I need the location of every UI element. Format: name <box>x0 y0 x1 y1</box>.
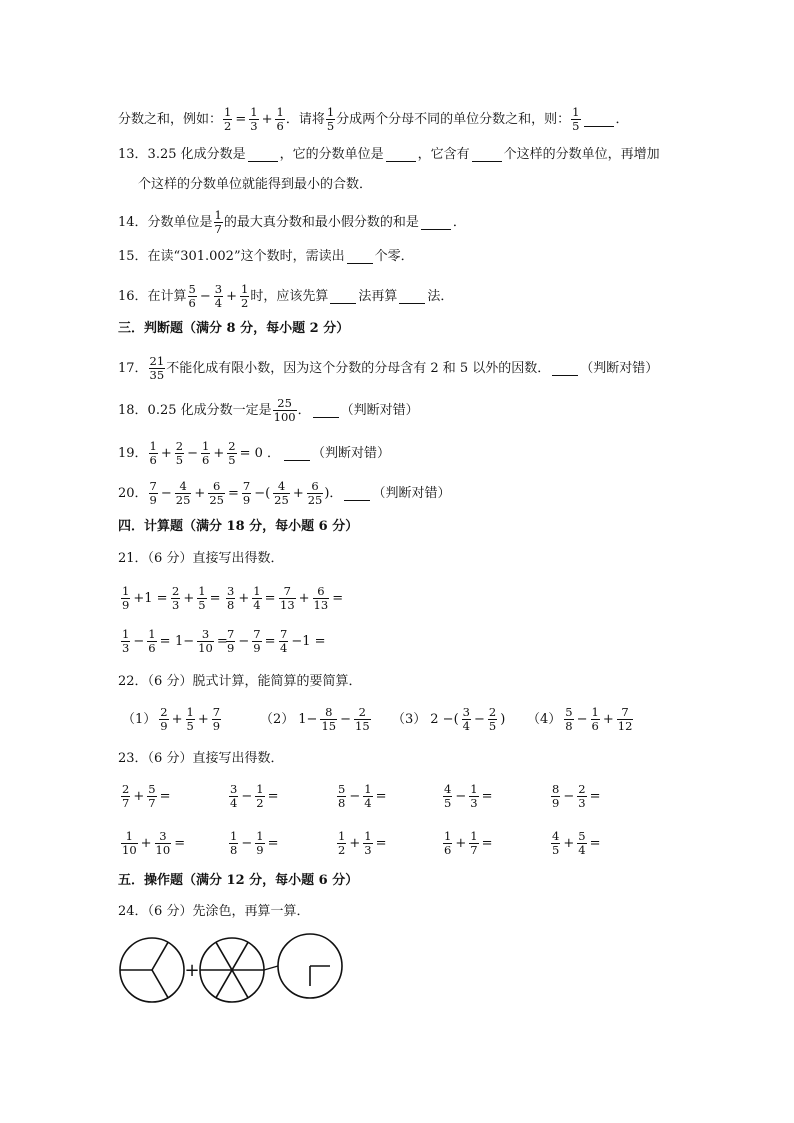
fraction: $\frac{7}{9}$ <box>149 479 157 507</box>
question-21-title: 21．（6 分）直接写出得数． <box>118 551 284 566</box>
fraction: $\frac{3}{4}$ <box>214 282 223 310</box>
question-12-line: 分数之和，例如： $\frac{1}{2}$ = $\frac{1}{3}$ + $\frac{1}{6}$ ．请将 $\frac{1}{5}$ 分成两个分母不同的单位分数之和，则： $\frac{1}{5}$ ． <box>118 105 629 133</box>
fraction: $\frac{2}{9}$ <box>160 705 168 733</box>
fraction: $\frac{1}{4}$ <box>364 782 372 810</box>
q23-expression: $\frac{5}{8}$ − $\frac{1}{4}$ = <box>338 782 387 810</box>
question-13: 13．3.25 化成分数是 ，它的分数单位是 ，它含有 个这样的分数单位，再增加 <box>118 147 660 162</box>
fraction: $\frac{2}{5}$ <box>175 439 184 467</box>
fraction: $\frac{2}{3}$ <box>578 782 586 810</box>
q23-expression: $\frac{1}{6}$ + $\frac{1}{7}$ = <box>444 829 493 857</box>
q12-text-1: 分数之和，例如： <box>118 111 223 127</box>
q22-expression: （3） 2 −( $\frac{3}{4}$ − $\frac{2}{5}$ ) <box>392 705 506 733</box>
q12-text-3: 分成两个分母不同的单位分数之和，则： <box>336 111 571 127</box>
fraction: $\frac{4}{5}$ <box>552 829 560 857</box>
fraction: $\frac{7}{13}$ <box>280 584 295 612</box>
question-15: 15．在读“301.002”这个数时，需读出 个零． <box>118 249 414 264</box>
fraction: $\frac{1}{7}$ <box>214 208 222 236</box>
q23-expression: $\frac{2}{7}$ + $\frac{5}{7}$ = <box>122 782 171 810</box>
answer-blank[interactable] <box>584 113 614 127</box>
fraction: $\frac{6}{13}$ <box>313 584 329 612</box>
answer-blank[interactable] <box>313 404 339 418</box>
q21-expression: 1− $\frac{3}{10}$ = <box>175 627 228 655</box>
fraction: $\frac{7}{9}$ <box>242 479 251 507</box>
fraction: $\frac{1}{9}$ <box>256 829 264 857</box>
answer-blank[interactable] <box>421 216 451 230</box>
fraction: $\frac{3}{8}$ <box>227 584 235 612</box>
section-3-heading: 三．判断题（满分 8 分，每小题 2 分） <box>118 321 350 336</box>
answer-blank[interactable] <box>344 487 370 501</box>
fraction: $\frac{1}{5}$ <box>326 105 335 133</box>
q21-expression: $\frac{1}{3}$ − $\frac{1}{6}$ = <box>122 627 171 655</box>
question-19: 19． $\frac{1}{6}$ + $\frac{2}{5}$ − $\frac{1}{6}$ + $\frac{2}{5}$ = 0 ． （判断对错） <box>118 439 391 467</box>
fraction: $\frac{1}{3}$ <box>470 782 478 810</box>
circle-quarter[interactable] <box>278 934 342 998</box>
fraction: $\frac{1}{6}$ <box>149 439 157 467</box>
fraction: $\frac{4}{25}$ <box>274 479 289 507</box>
answer-blank[interactable] <box>386 148 416 162</box>
fraction: $\frac{1}{4}$ <box>253 584 261 612</box>
q23-expression: $\frac{1}{10}$ + $\frac{3}{10}$ = <box>122 829 186 857</box>
fraction: $\frac{1}{9}$ <box>122 584 130 612</box>
fraction: $\frac{6}{25}$ <box>209 479 224 507</box>
q23-expression: $\frac{3}{4}$ − $\frac{1}{2}$ = <box>230 782 279 810</box>
answer-blank[interactable] <box>552 362 578 376</box>
connector-line <box>264 966 278 970</box>
q23-expression: $\frac{4}{5}$ − $\frac{1}{3}$ = <box>444 782 493 810</box>
fraction: $\frac{7}{9}$ <box>253 627 261 655</box>
fraction: $\frac{1}{3}$ <box>250 105 258 133</box>
fraction: $\frac{1}{5}$ <box>186 705 194 733</box>
fraction: $\frac{2}{7}$ <box>122 782 130 810</box>
fraction: $\frac{7}{12}$ <box>617 705 633 733</box>
question-14: 14．分数单位是 $\frac{1}{7}$ 的最大真分数和最小假分数的和是 ． <box>118 208 466 236</box>
answer-blank[interactable] <box>472 148 502 162</box>
section-5-heading: 五．操作题（满分 12 分，每小题 6 分） <box>118 873 359 888</box>
fraction: $\frac{2}{5}$ <box>488 705 497 733</box>
fraction: $\frac{3}{4}$ <box>230 782 238 810</box>
q22-expression: （4） $\frac{5}{8}$ − $\frac{1}{6}$ + $\frac{7}{12}$ <box>527 705 633 733</box>
fraction: $\frac{1}{5}$ <box>198 584 206 612</box>
q22-expression: （2） 1− $\frac{8}{15}$ − $\frac{2}{15}$ <box>260 705 370 733</box>
q21-expression: $\frac{7}{13}$ + $\frac{6}{13}$ = <box>280 584 344 612</box>
fraction: $\frac{1}{2}$ <box>256 782 264 810</box>
fraction: $\frac{5}{4}$ <box>578 829 586 857</box>
fraction: $\frac{1}{2}$ <box>241 282 249 310</box>
fraction: $\frac{2}{3}$ <box>172 584 180 612</box>
q23-expression: $\frac{1}{2}$ + $\frac{1}{3}$ = <box>338 829 387 857</box>
fraction: $\frac{6}{25}$ <box>307 479 323 507</box>
circle-sixths[interactable] <box>200 938 264 1002</box>
fraction: $\frac{5}{8}$ <box>338 782 346 810</box>
answer-blank[interactable] <box>330 290 356 304</box>
circle-diagram <box>112 930 352 1010</box>
fraction: $\frac{1}{3}$ <box>122 627 130 655</box>
q23-expression: $\frac{8}{9}$ − $\frac{2}{3}$ = <box>552 782 601 810</box>
fraction: $\frac{3}{10}$ <box>198 627 213 655</box>
fraction: $\frac{1}{7}$ <box>470 829 478 857</box>
fraction: $\frac{8}{9}$ <box>552 782 560 810</box>
fraction: $\frac{7}{9}$ <box>227 627 235 655</box>
fraction: $\frac{1}{6}$ <box>202 439 210 467</box>
q21-expression: $\frac{3}{8}$ + $\frac{1}{4}$ = <box>227 584 276 612</box>
fraction: $\frac{5}{6}$ <box>188 282 196 310</box>
question-18: 18．0.25 化成分数一定是 $\frac{25}{100}$ ． （判断对错） <box>118 396 419 424</box>
fraction: $\frac{1}{2}$ <box>338 829 346 857</box>
q21-expression: $\frac{7}{9}$ − $\frac{7}{9}$ = <box>227 627 276 655</box>
question-23-title: 23．（6 分）直接写出得数． <box>118 751 284 766</box>
fraction: $\frac{8}{15}$ <box>321 705 337 733</box>
q21-expression: $\frac{2}{3}$ + $\frac{1}{5}$ = <box>172 584 221 612</box>
fraction: $\frac{1}{2}$ <box>224 105 232 133</box>
fraction: $\frac{4}{25}$ <box>175 479 191 507</box>
fraction: $\frac{1}{6}$ <box>444 829 452 857</box>
question-24-title: 24．（6 分）先涂色，再算一算． <box>118 904 310 919</box>
q21-expression: $\frac{1}{9}$ +1 = <box>122 584 168 612</box>
fraction: $\frac{25}{100}$ <box>273 396 296 424</box>
fraction: $\frac{1}{3}$ <box>364 829 372 857</box>
fraction: $\frac{21}{35}$ <box>149 354 165 382</box>
fraction: $\frac{3}{4}$ <box>462 705 470 733</box>
fraction: $\frac{1}{6}$ <box>276 105 284 133</box>
fraction: $\frac{2}{5}$ <box>228 439 236 467</box>
circle-thirds[interactable] <box>120 938 184 1002</box>
fraction: $\frac{1}{6}$ <box>148 627 156 655</box>
fraction: $\frac{1}{6}$ <box>591 705 599 733</box>
fraction: $\frac{5}{7}$ <box>148 782 156 810</box>
fraction: $\frac{7}{4}$ <box>280 627 288 655</box>
answer-blank[interactable] <box>248 148 278 162</box>
q23-expression: $\frac{4}{5}$ + $\frac{5}{4}$ = <box>552 829 601 857</box>
question-16: 16．在计算 $\frac{5}{6}$ − $\frac{3}{4}$ + $\frac{1}{2}$ 时，应该先算 法再算 法． <box>118 282 454 310</box>
answer-blank[interactable] <box>347 250 373 264</box>
section-4-heading: 四．计算题（满分 18 分，每小题 6 分） <box>118 519 359 534</box>
fraction: $\frac{7}{9}$ <box>212 705 221 733</box>
q12-text-2: ．请将 <box>285 111 325 127</box>
fraction: $\frac{1}{8}$ <box>230 829 238 857</box>
question-17: 17． $\frac{21}{35}$ 不能化成有限小数，因为这个分数的分母含有 2 和 5 以外的因数． （判断对错） <box>118 354 659 382</box>
fraction: $\frac{2}{15}$ <box>355 705 370 733</box>
question-20: 20． $\frac{7}{9}$ − $\frac{4}{25}$ + $\frac{6}{25}$ = $\frac{7}{9}$ −( $\frac{4}{25}$ + $\frac{6}{25}$ )． （判断对错） <box>118 479 451 507</box>
answer-blank[interactable] <box>399 290 425 304</box>
fraction: $\frac{3}{10}$ <box>155 829 171 857</box>
question-22-title: 22．（6 分）脱式计算，能简算的要简算． <box>118 674 362 689</box>
q23-expression: $\frac{1}{8}$ − $\frac{1}{9}$ = <box>230 829 279 857</box>
fraction: $\frac{5}{8}$ <box>565 705 573 733</box>
fraction: $\frac{1}{5}$ <box>572 105 580 133</box>
answer-blank[interactable] <box>284 447 310 461</box>
q21-expression: $\frac{7}{4}$ −1 = <box>280 627 326 655</box>
question-13-line-2: 个这样的分数单位就能得到最小的合数． <box>138 177 373 192</box>
q22-expression: （1） $\frac{2}{9}$ + $\frac{1}{5}$ + $\frac{7}{9}$ <box>122 705 221 733</box>
plus-sign: + <box>184 960 200 981</box>
fraction: $\frac{1}{10}$ <box>122 829 137 857</box>
fraction: $\frac{4}{5}$ <box>444 782 452 810</box>
